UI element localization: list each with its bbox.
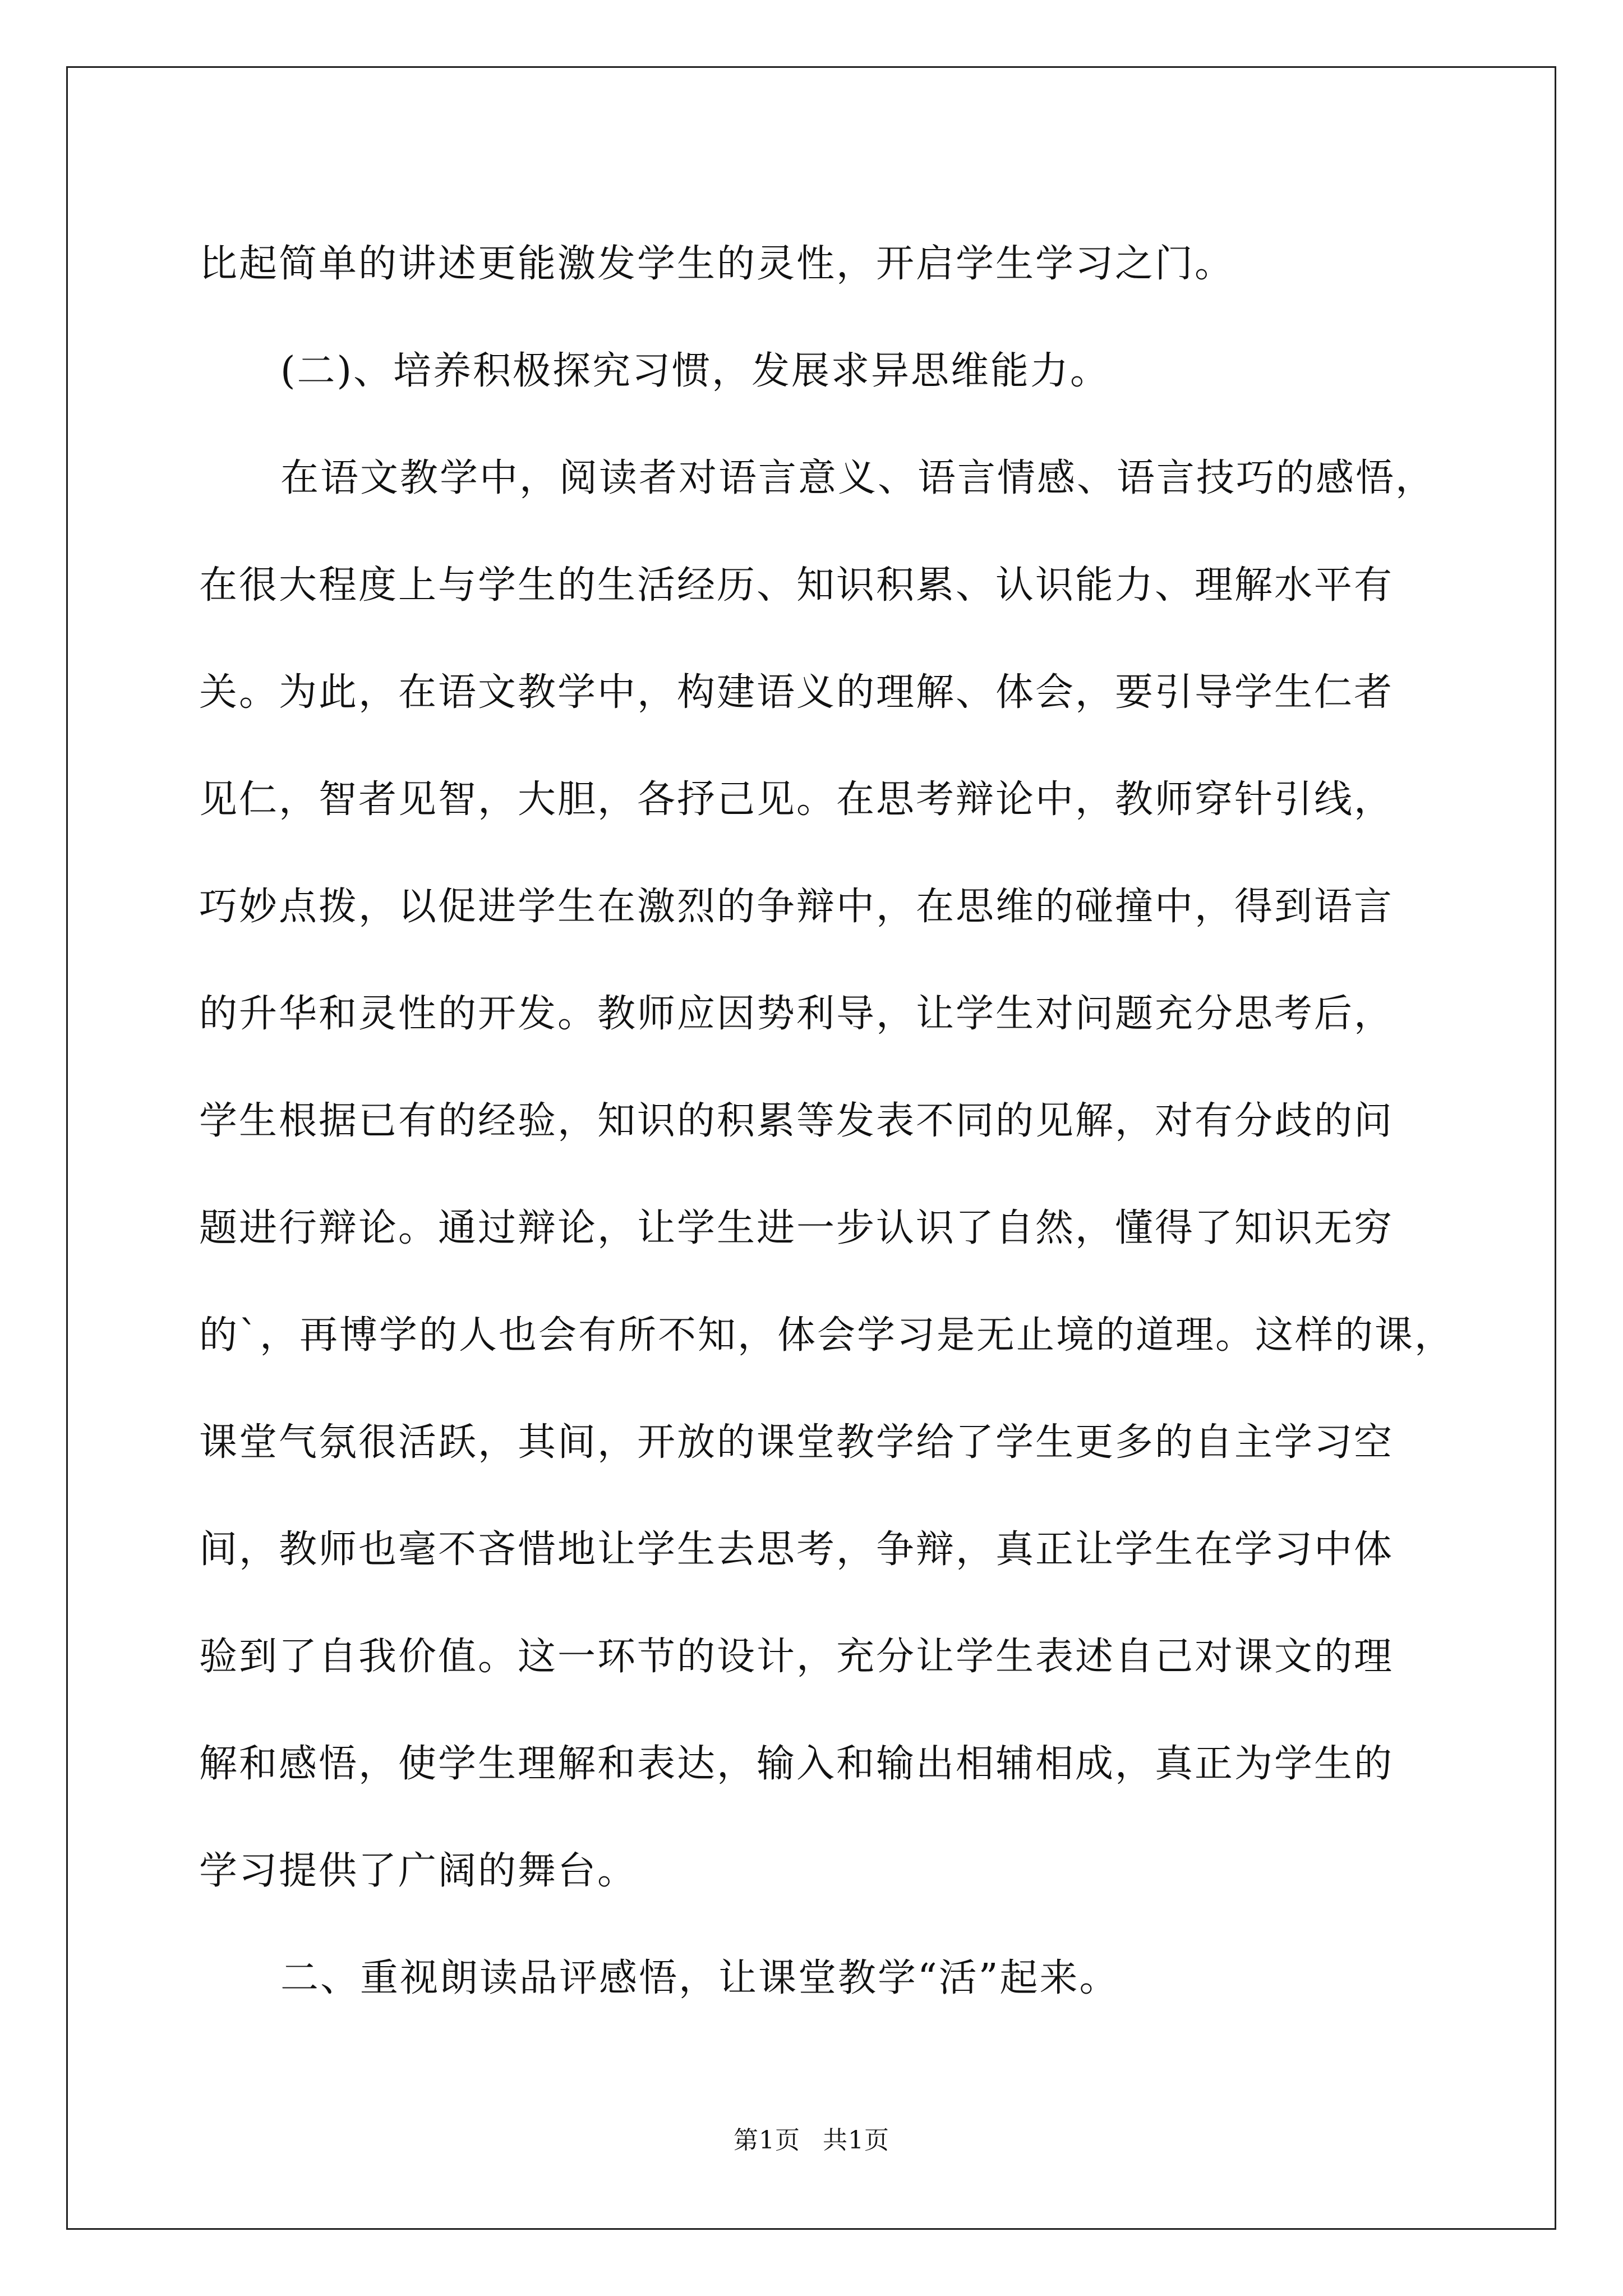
- page-number: 第1页: [734, 2126, 800, 2155]
- text-line: 学习提供了广阔的舞台。: [199, 1849, 638, 1893]
- text-line: 学生根据已有的经验，知识的积累等发表不同的见解，对有分歧的问: [199, 1099, 1394, 1143]
- text-line: 在很大程度上与学生的生活经历、知识积累、认识能力、理解水平有: [199, 563, 1394, 608]
- text-line: 解和感悟，使学生理解和表达，输入和输出相辅相成，真正为学生的: [199, 1742, 1394, 1786]
- text-line: 关。为此，在语文教学中，构建语义的理解、体会，要引导学生仁者: [199, 670, 1394, 715]
- document-body: [199, 210, 1455, 2032]
- text-line: 比起简单的讲述更能激发学生的灵性，开启学生学习之门。: [199, 242, 1235, 286]
- text-line: 见仁，智者见智，大胆，各抒己见。在思考辩论中，教师穿针引线，: [199, 777, 1394, 822]
- text-line: 的`，再博学的人也会有所不知，体会学习是无止境的道理。这样的课，: [199, 1313, 1455, 1358]
- section-heading: 二、重视朗读品评感悟，让课堂教学“活”起来。: [280, 1956, 1119, 2000]
- text-line: 间，教师也毫不吝惜地让学生去思考，争辩，真正让学生在学习中体: [199, 1527, 1394, 1572]
- section-heading: (二)、培养积极探究习惯，发展求异思维能力。: [280, 349, 1110, 393]
- text-line: 验到了自我价值。这一环节的设计，充分让学生表述自己对课文的理: [199, 1635, 1394, 1679]
- text-line: 课堂气氛很活跃，其间，开放的课堂教学给了学生更多的自主学习空: [199, 1420, 1394, 1465]
- page-footer: [0, 2124, 1623, 2157]
- paragraph-start-line: 在语文教学中，阅读者对语言意义、语言情感、语言技巧的感悟，: [280, 456, 1436, 500]
- text-line: 巧妙点拨，以促进学生在激烈的争辩中，在思维的碰撞中，得到语言: [199, 885, 1394, 929]
- text-line: 的升华和灵性的开发。教师应因势利导，让学生对问题充分思考后，: [199, 992, 1394, 1036]
- page-total: 共1页: [823, 2126, 889, 2155]
- text-line: 题进行辩论。通过辩论，让学生进一步认识了自然，懂得了知识无穷: [199, 1206, 1394, 1250]
